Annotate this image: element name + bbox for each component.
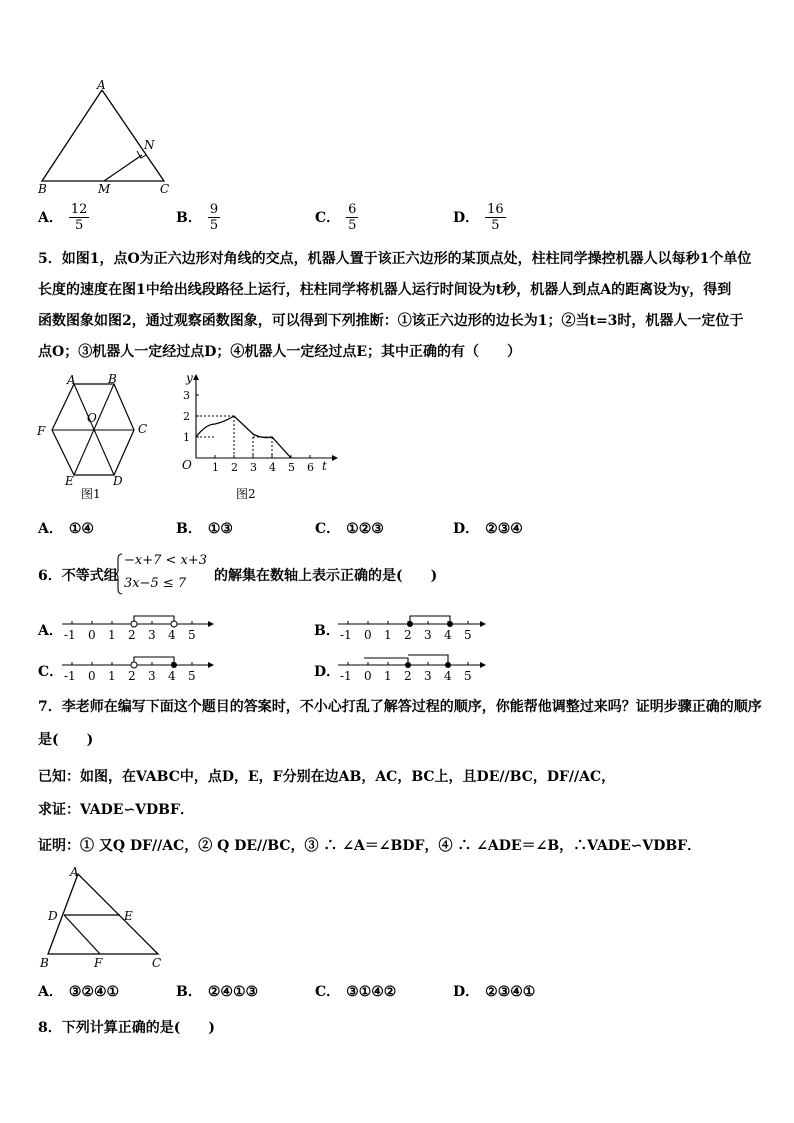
- svg-text:2: 2: [404, 628, 412, 642]
- q4-options: [38, 202, 758, 242]
- graph-xtick-3: 3: [250, 461, 257, 474]
- q6-option-a-letter[interactable]: A．: [38, 623, 63, 639]
- q5-text-line2: 长度的速度在图1中给出线段路径上运行，柱柱同学将机器人运行时间设为t秒，机器人到点A的距离设为y，得到: [38, 282, 732, 298]
- svg-text:3: 3: [148, 669, 156, 683]
- q6-prefix: 6．不等式组: [38, 568, 118, 584]
- q5-option-c[interactable]: C． ①②③: [315, 521, 384, 537]
- q5-text-line4: 点O；③机器人一定经过点D；④机器人一定经过点E；其中正确的有（ ）: [38, 344, 522, 360]
- q6-numberline-b[interactable]: [334, 612, 494, 642]
- svg-text:-1: -1: [340, 628, 352, 642]
- q6-option-b-letter[interactable]: B．: [314, 623, 340, 639]
- svg-text:5: 5: [464, 669, 472, 683]
- q5-option-b[interactable]: B． ①③: [176, 521, 233, 537]
- graph-ytick-3: 3: [183, 389, 190, 402]
- svg-text:1: 1: [384, 628, 392, 642]
- hex-label-e: E: [65, 474, 74, 488]
- svg-text:1: 1: [384, 669, 392, 683]
- q4-triangle-figure: [34, 78, 184, 198]
- q6-system-brace: [115, 553, 123, 595]
- svg-text:4: 4: [444, 628, 452, 642]
- hex-label-f: F: [37, 424, 46, 438]
- q5-options: [38, 519, 758, 541]
- svg-text:-1: -1: [340, 669, 352, 683]
- svg-text:5: 5: [188, 628, 196, 642]
- svg-text:4: 4: [444, 669, 452, 683]
- hex-label-o: O: [87, 411, 97, 425]
- q6-option-c-letter[interactable]: C．: [38, 664, 64, 680]
- svg-text:0: 0: [364, 669, 372, 683]
- q4-option-c[interactable]: C． $\frac{6}{5}$: [315, 202, 357, 233]
- svg-text:2: 2: [128, 628, 136, 642]
- svg-text:3: 3: [148, 628, 156, 642]
- q7-label-b: B: [40, 956, 49, 970]
- q5-hexagon-figure: [34, 372, 154, 502]
- q4-label-b: B: [38, 182, 47, 196]
- hex-label-c: C: [138, 422, 148, 436]
- graph-xtick-4: 4: [269, 461, 276, 474]
- q6-numberline-a[interactable]: [58, 612, 218, 642]
- svg-text:4: 4: [168, 628, 176, 642]
- graph-origin: O: [182, 458, 192, 472]
- svg-text:3: 3: [424, 628, 432, 642]
- q4-label-c: C: [160, 182, 170, 196]
- fig1-caption: 图1: [81, 487, 101, 501]
- svg-text:-1: -1: [64, 628, 76, 642]
- svg-text:0: 0: [88, 628, 96, 642]
- q7-option-d[interactable]: D． ②③④①: [453, 984, 536, 1000]
- q7-option-b[interactable]: B． ②④①③: [176, 984, 259, 1000]
- q4-label-m: M: [98, 182, 111, 196]
- q7-option-a[interactable]: A． ③②④①: [38, 984, 120, 1000]
- graph-ytick-1: 1: [183, 431, 190, 444]
- q7-label-f: F: [94, 956, 103, 970]
- graph-xtick-1: 1: [212, 461, 219, 474]
- svg-text:0: 0: [364, 628, 372, 642]
- q4-option-b[interactable]: B． $\frac{9}{5}$: [176, 202, 219, 233]
- q7-triangle-figure: [34, 864, 174, 974]
- q7-option-c[interactable]: C． ③①④②: [315, 984, 397, 1000]
- svg-text:1: 1: [108, 669, 116, 683]
- q7-prove: 求证：VADE∽VDBF．: [38, 802, 194, 818]
- q6-option-d-letter[interactable]: D．: [314, 664, 341, 680]
- svg-text:2: 2: [404, 669, 412, 683]
- q4-option-a[interactable]: A． $\frac{12}{5}$: [38, 202, 88, 233]
- q6-inequality-2: 3x−5 ≤ 7: [124, 576, 187, 591]
- q4-label-n: N: [144, 138, 155, 152]
- q7-label-a: A: [70, 865, 79, 879]
- q7-label-e: E: [124, 909, 133, 923]
- q7-text-line1: 7．李老师在编写下面这个题目的答案时，不小心打乱了解答过程的顺序，你能帮他调整过来吗？证明步骤正确的顺序: [38, 699, 762, 715]
- hex-label-d: D: [113, 474, 123, 488]
- svg-text:-1: -1: [64, 669, 76, 683]
- svg-text:1: 1: [108, 628, 116, 642]
- hex-label-b: B: [108, 372, 117, 386]
- q6-numberline-d[interactable]: [334, 653, 494, 683]
- q4-option-d[interactable]: D． $\frac{16}{5}$: [453, 202, 504, 233]
- q5-text-line1: 5．如图1，点O为正六边形对角线的交点，机器人置于该正六边形的某顶点处，柱柱同学操控机器人以每秒1个单位: [38, 251, 752, 267]
- graph-t-label: t: [322, 459, 327, 473]
- q7-label-c: C: [152, 956, 162, 970]
- svg-text:4: 4: [168, 669, 176, 683]
- hex-label-a: A: [67, 373, 76, 387]
- graph-y-label: y: [186, 372, 193, 385]
- svg-text:5: 5: [464, 628, 472, 642]
- graph-ytick-2: 2: [183, 410, 190, 423]
- graph-xtick-5: 5: [288, 461, 295, 474]
- graph-xtick-6: 6: [307, 461, 314, 474]
- q7-given: 已知：如图，在VABC中，点D，E，F分别在边AB，AC，BC上，且DE//BC，DF//AC，: [38, 769, 616, 785]
- fig2-caption: 图2: [236, 487, 256, 501]
- svg-text:5: 5: [188, 669, 196, 683]
- q5-text-line3: 函数图象如图2，通过观察函数图象，可以得到下列推断：①该正六边形的边长为1；②当t=3时，机器人一定位于: [38, 313, 744, 329]
- q5-function-graph: [172, 372, 342, 502]
- q5-option-d[interactable]: D． ②③④: [453, 521, 523, 537]
- svg-text:0: 0: [88, 669, 96, 683]
- q6-inequality-1: −x+7 < x+3: [124, 553, 208, 568]
- graph-xtick-2: 2: [231, 461, 238, 474]
- q6-suffix: 的解集在数轴上表示正确的是( ): [214, 568, 438, 584]
- q7-label-d: D: [48, 909, 58, 923]
- svg-text:2: 2: [128, 669, 136, 683]
- q6-numberline-c[interactable]: [58, 653, 218, 683]
- q5-option-a[interactable]: A． ①④: [38, 521, 94, 537]
- q7-text-line2: 是( ): [38, 732, 94, 748]
- q7-options: [38, 982, 758, 1004]
- q4-label-a: A: [97, 78, 106, 92]
- svg-text:3: 3: [424, 669, 432, 683]
- q8-text: 8．下列计算正确的是( ): [38, 1020, 215, 1036]
- q7-proof: 证明：① 又Q DF//AC，② Q DE//BC，③ ∴ ∠A＝∠BDF，④ ∴ ∠ADE＝∠B，∴VADE∽VDBF．: [38, 838, 702, 854]
